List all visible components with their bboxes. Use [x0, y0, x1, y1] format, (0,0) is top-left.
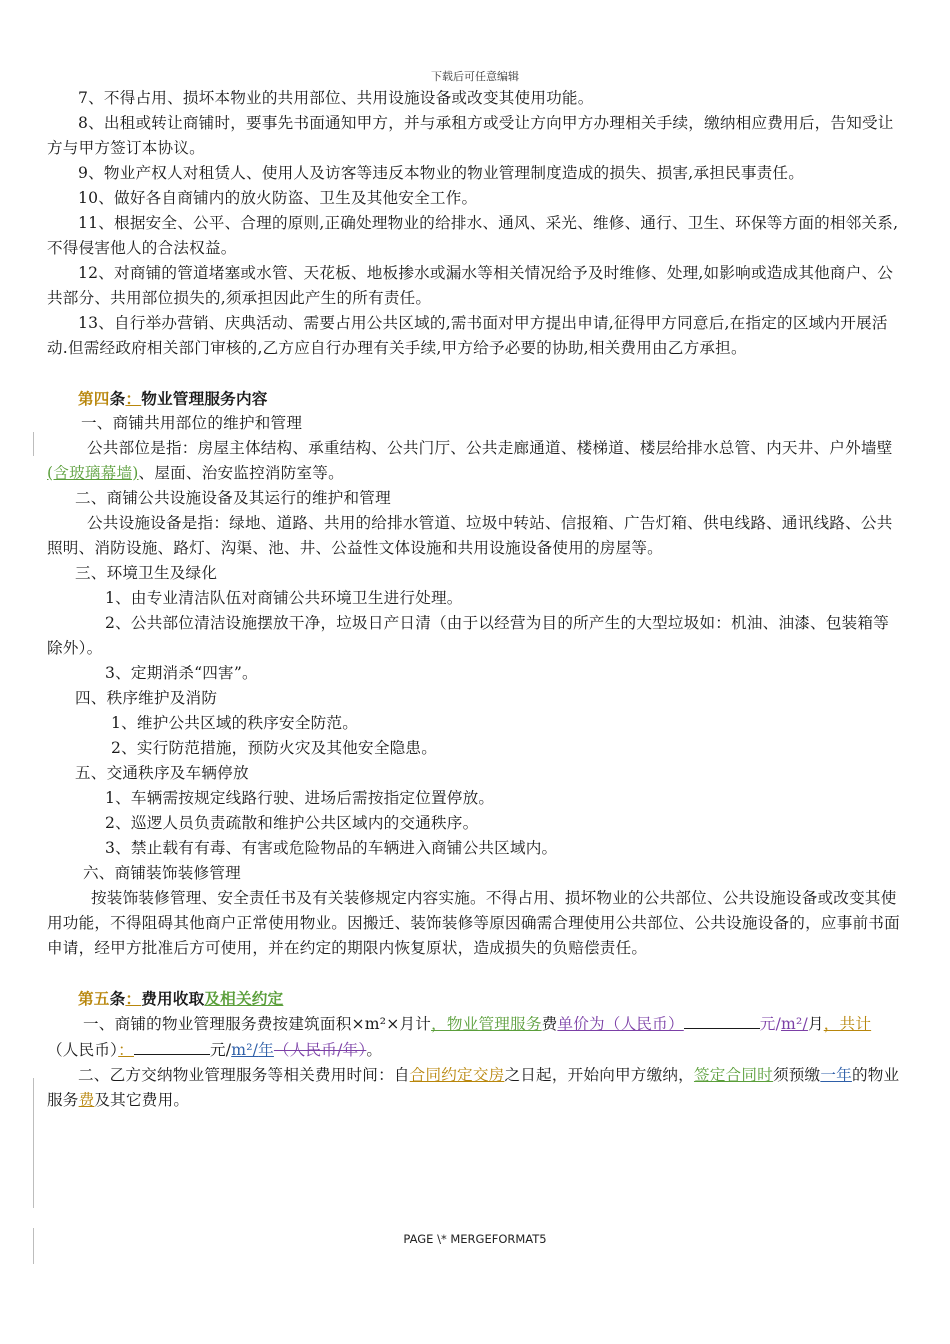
revision-insert: 合同约定交房: [409, 1066, 505, 1084]
document-body: [47, 86, 902, 1113]
fee-paragraph: [47, 1063, 902, 1113]
fee-text: 一、商铺的物业管理服务费按建筑面积×m²×月计: [83, 1015, 432, 1033]
section-heading: 二、商铺公共设施设备及其运行的维护和管理: [75, 489, 391, 507]
spacer: [47, 961, 902, 986]
article-4-colon: ：: [125, 389, 142, 408]
revision-insert: ：: [118, 1041, 134, 1059]
list-item: 2、实行防范措施，预防火灾及其他安全隐患。: [111, 739, 437, 757]
rule-item: 8、出租或转让商铺时，要事先书面通知甲方，并与承租方或受让方向甲方办理相关手续，缴纳相应费用后，告知受让方与甲方签订本协议。: [47, 114, 894, 157]
revision-insert: 元/: [759, 1015, 782, 1033]
rule-item: 12、对商铺的管道堵塞或水管、天花板、地板掺水或漏水等相关情况给予及时维修、处理,如影响或造成其他商户、公共部分、共用部位损失的,须承担因此产生的所有责任。: [47, 264, 894, 307]
fee-text: 费: [541, 1015, 558, 1033]
spacer: [47, 361, 902, 386]
section-body-text: 、屋面、治安监控消防室等。: [138, 464, 344, 482]
fill-in-blank[interactable]: [684, 1011, 760, 1029]
rule-item: 7、不得占用、损坏本物业的共用部位、共用设施设备或改变其使用功能。: [78, 89, 594, 107]
revision-insert: (含玻璃幕墙): [47, 464, 139, 482]
fee-text: 月: [807, 1015, 824, 1033]
section-heading: 四、秩序维护及消防: [75, 689, 218, 707]
list-item: 3、定期消杀“四害”。: [105, 664, 258, 682]
fee-paragraph: [47, 1011, 902, 1063]
revision-insert: 及相关约定: [204, 989, 284, 1008]
fill-in-blank[interactable]: [134, 1037, 210, 1055]
section-body: 按装饰装修管理、安全责任书及有关装修规定内容实施。不得占用、损坏物业的公共部位、公共设施设备或改变其使用功能，不得阻碍其他商户正常使用物业。因搬迁、装饰装修等原因确需合理使用公共部位、公共设施设备的，应事前书面申请，经甲方批准后方可使用，并在约定的期限内恢复原状，造成损失的负赔偿责任。: [47, 889, 900, 957]
revision-insert: ，共计: [823, 1015, 872, 1033]
revision-insert: ，物业管理服务: [431, 1015, 542, 1033]
revision-insert: 费: [78, 1091, 95, 1109]
list-item: 1、由专业清洁队伍对商铺公共环境卫生进行处理。: [105, 589, 463, 607]
list-item: 3、禁止载有有毒、有害或危险物品的车辆进入商铺公共区域内。: [105, 839, 558, 857]
article-5-colon: ：: [125, 989, 142, 1008]
revision-insert: 一年: [820, 1066, 852, 1084]
revision-insert: 年: [258, 1041, 274, 1059]
rule-item: 10、做好各自商铺内的放火防盗、卫生及其他安全工作。: [78, 189, 478, 207]
revision-insert: m²/: [231, 1041, 259, 1059]
revision-insert: 单价为（人民币）: [557, 1015, 684, 1033]
fee-text: 及其它费用。: [94, 1091, 190, 1109]
section-heading: 一、商铺共用部位的维护和管理: [81, 414, 303, 432]
list-item: 1、维护公共区域的秩序安全防范。: [111, 714, 359, 732]
section-body-text: 公共部位是指：房屋主体结构、承重结构、公共门厅、公共走廊通道、楼梯道、楼层给排水总管、内天井、户外墙壁: [87, 439, 893, 457]
rule-item: 13、自行举办营销、庆典活动、需要占用公共区域的,需书面对甲方提出申请,征得甲方同意后,在指定的区域内开展活动.但需经政府相关部门审核的,乙方应自行办理有关手续,甲方给予必要的协助,相关费用由乙方承担。: [47, 314, 888, 357]
margin-change-bar: [33, 432, 34, 456]
list-item: 2、巡逻人员负责疏散和维护公共区域内的交通秩序。: [105, 814, 479, 832]
article-4-heading: [47, 386, 902, 411]
section-heading: 五、交通秩序及车辆停放: [75, 764, 249, 782]
fee-text: 须预缴: [772, 1066, 821, 1084]
fee-text: （人民币）: [47, 1041, 119, 1059]
margin-change-bar: [33, 1078, 34, 1208]
revision-delete: （人民币/年）: [273, 1041, 367, 1059]
page-header: 下载后可任意编辑: [431, 70, 519, 83]
revision-insert: m²/: [781, 1015, 808, 1033]
article-5-suffix: 条: [109, 989, 126, 1008]
fee-text: 元/: [209, 1041, 232, 1059]
article-4-title: 物业管理服务内容: [141, 389, 268, 408]
section-body: [47, 436, 902, 486]
article-5-number: 第五: [78, 989, 110, 1008]
section-heading: 六、商铺装饰装修管理: [83, 864, 241, 882]
list-item: 2、公共部位清洁设施摆放干净，垃圾日产日清（由于以经营为目的所产生的大型垃圾如：机油、油漆、包装箱等除外）。: [47, 614, 890, 657]
list-item: 1、车辆需按规定线路行驶、进场后需按指定位置停放。: [105, 789, 495, 807]
fee-text: 二、乙方交纳物业管理服务等相关费用时间：自: [78, 1066, 410, 1084]
fee-text: 的物业服务: [47, 1066, 900, 1109]
revision-insert: 签定合同时: [693, 1066, 773, 1084]
page-footer: PAGE \* MERGEFORMAT5: [403, 1232, 547, 1246]
section-body: 公共设施设备是指：绿地、道路、共用的给排水管道、垃圾中转站、信报箱、广告灯箱、供电线路、通讯线路、公共照明、消防设施、路灯、沟渠、池、井、公益性文体设施和共用设施设备使用的房屋等。: [47, 514, 893, 557]
article-4-number: 第四: [78, 389, 110, 408]
section-heading: 三、环境卫生及绿化: [75, 564, 218, 582]
fee-text: 。: [366, 1041, 383, 1059]
article-5-title: 费用收取: [141, 989, 205, 1008]
article-4-suffix: 条: [109, 389, 126, 408]
rule-item: 11、根据安全、公平、合理的原则,正确处理物业的给排水、通风、采光、维修、通行、卫生、环保等方面的相邻关系,不得侵害他人的合法权益。: [47, 214, 899, 257]
fee-text: 之日起，开始向甲方缴纳，: [504, 1066, 694, 1084]
article-5-heading: [47, 986, 902, 1011]
rule-item: 9、物业产权人对租赁人、使用人及访客等违反本物业的物业管理制度造成的损失、损害,承担民事责任。: [78, 164, 804, 182]
